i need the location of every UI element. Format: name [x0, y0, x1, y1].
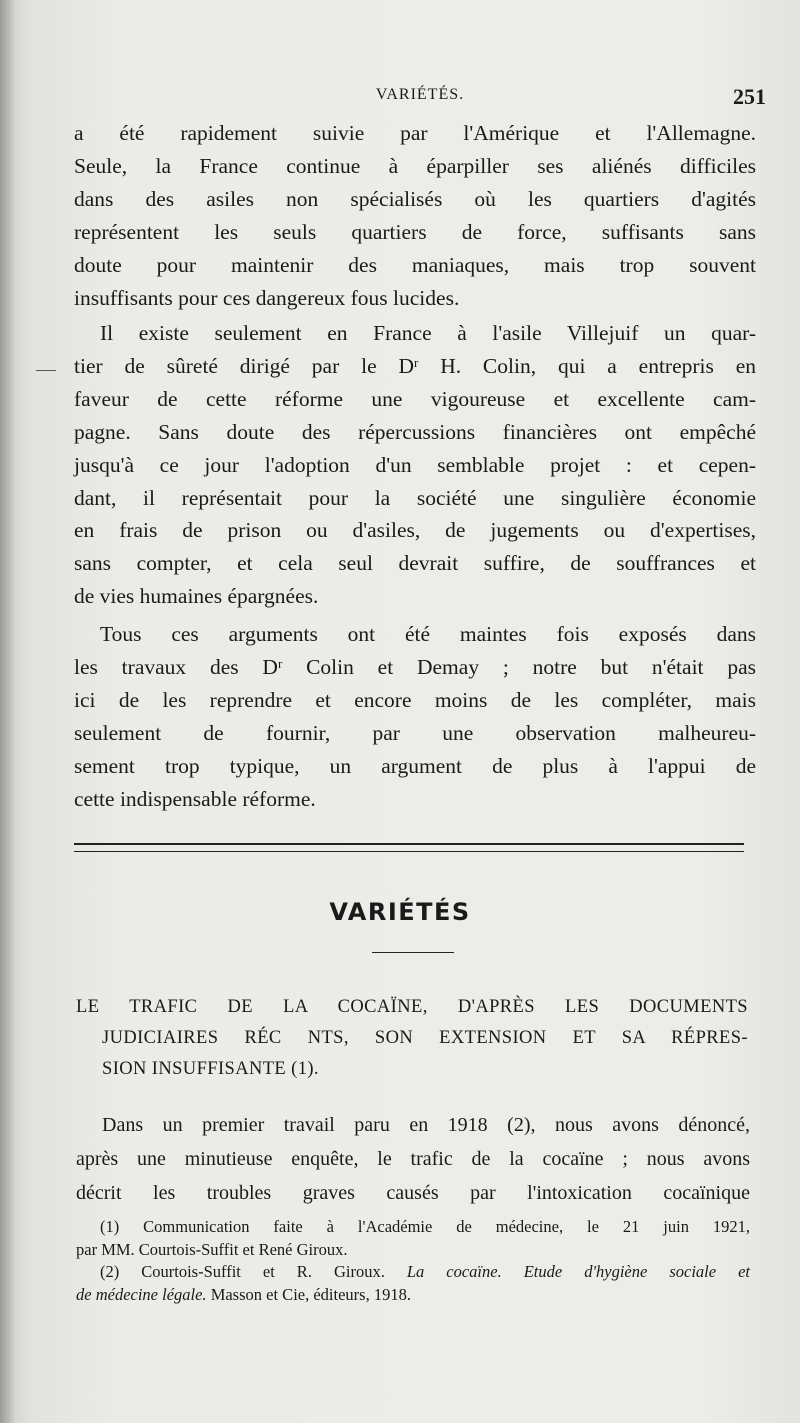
citation-title-cont: de médecine légale.	[76, 1284, 207, 1304]
text-line: faveur de cette réforme une vigoureuse et excellente cam-	[74, 386, 756, 411]
superscript: r	[277, 655, 283, 671]
text-line: doute pour maintenir des maniaques, mais trop souvent	[74, 252, 756, 277]
text-fragment: (2) Courtois-Suffit et R. Giroux.	[100, 1262, 407, 1281]
title-line: LE TRAFIC DE LA COCAÏNE, D'APRÈS LES DOCUMENTS	[76, 997, 748, 1017]
text-line: ici de les reprendre et encore moins de les compléter, mais	[74, 687, 756, 712]
text-line: après une minutieuse enquête, le trafic de la cocaïne ; nous avons	[76, 1148, 750, 1170]
publisher: Masson et Cie, éditeurs, 1918.	[206, 1284, 411, 1304]
footnotes	[76, 1216, 750, 1306]
text-line	[74, 350, 756, 383]
text-fragment: tier de sûreté dirigé par le D	[74, 353, 414, 378]
text-line: décrit les troubles graves causés par l'intoxication cocaïnique	[76, 1182, 750, 1204]
text-line: seulement de fournir, par une observation malheureu-	[74, 720, 756, 745]
text-line: dans des asiles non spécialisés où les quartiers d'agités	[74, 186, 756, 211]
text-line: sement trop typique, un argument de plus à l'appui de	[74, 753, 756, 778]
article-title	[76, 992, 748, 1085]
text-line: en frais de prison ou d'asiles, de jugements ou d'expertises,	[74, 518, 756, 543]
footnote-1-cont: par MM. Courtois-Suffit et René Giroux.	[76, 1239, 348, 1259]
paragraph-3	[74, 618, 756, 815]
page-gutter-shadow	[0, 0, 14, 1423]
text-line: Tous ces arguments ont été maintes fois exposés dans	[100, 622, 756, 646]
text-fragment: Colin et Demay ; notre but n'était pas	[282, 654, 756, 679]
text-line: Seule, la France continue à éparpiller ses aliénés difficiles	[74, 153, 756, 178]
text-line	[74, 651, 756, 684]
text-fragment: H. Colin, qui a entrepris en	[418, 353, 757, 378]
section-heading: VARIÉTÉS	[329, 898, 471, 926]
text-line: cette indispensable réforme.	[74, 786, 316, 811]
title-line: JUDICIAIRES RÉC NTS, SON EXTENSION ET SA RÉPRES-	[102, 1028, 748, 1048]
text-fragment: les travaux des D	[74, 654, 278, 679]
paragraph-2	[74, 317, 756, 613]
text-line: Il existe seulement en France à l'asile Villejuif un quar-	[100, 321, 756, 345]
article-body	[76, 1108, 750, 1210]
text-line: dant, il représentait pour la société une singulière économie	[74, 485, 756, 510]
text-line: jusqu'à ce jour l'adoption d'un semblable projet : et cepen-	[74, 452, 756, 477]
footnote-1: (1) Communication faite à l'Académie de médecine, le 21 juin 1921,	[100, 1217, 750, 1236]
heading-underline	[372, 952, 454, 953]
text-line: de vies humaines épargnées.	[74, 584, 319, 609]
superscript: r	[414, 354, 419, 370]
paragraph-1	[74, 117, 756, 314]
page-number: 251	[733, 84, 766, 109]
title-line: SION INSUFFISANTE (1).	[102, 1059, 319, 1079]
text-line: pagne. Sans doute des répercussions financières ont empêché	[74, 419, 756, 444]
citation-title: La cocaïne. Etude d'hygiène sociale et	[406, 1262, 750, 1281]
text-line: a été rapidement suivie par l'Amérique et l'Allemagne.	[74, 121, 756, 145]
text-line: Dans un premier travail paru en 1918 (2), nous avons dénoncé,	[102, 1114, 750, 1136]
section-divider	[74, 843, 744, 852]
footnote-2	[76, 1261, 750, 1284]
margin-mark	[36, 370, 56, 371]
text-line: sans compter, et cela seul devrait suffire, de souffrances et	[74, 551, 756, 576]
text-line: représentent les seuls quartiers de force, suffisants sans	[74, 219, 756, 244]
running-title: VARIÉTÉS.	[375, 86, 465, 103]
text-line: insuffisants pour ces dangereux fous lucides.	[74, 285, 460, 310]
running-head	[74, 86, 766, 114]
footnote-2-cont	[76, 1284, 750, 1307]
